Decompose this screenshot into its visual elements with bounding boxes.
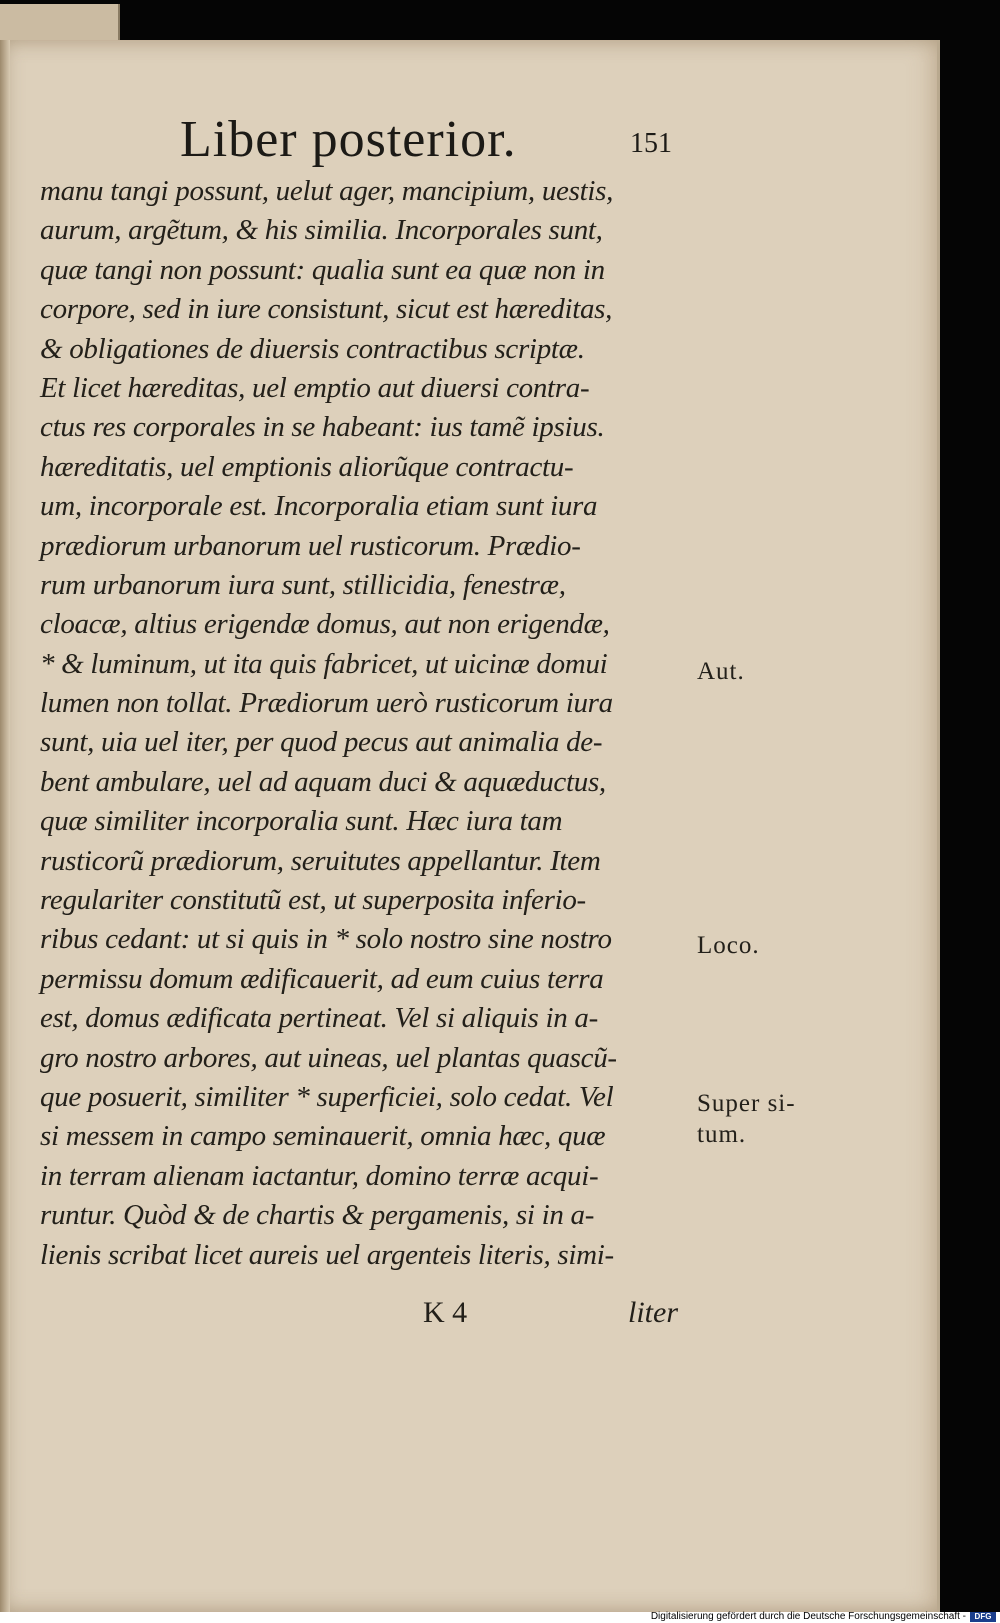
text-line: Et licet hæreditas, uel emptio aut diuersi contra- (40, 371, 590, 404)
text-line: lienis scribat licet aureis uel argenteis literis, simi- (40, 1238, 614, 1271)
page-spine-shadow (0, 40, 10, 1612)
text-line: quæ tangi non possunt: qualia sunt ea quæ non in (40, 253, 605, 286)
text-line: si messem in campo seminauerit, omnia hæc, quæ (40, 1120, 606, 1153)
text-line: lumen non tollat. Prædiorum uerò rusticorum iura (40, 687, 613, 720)
text-line: ctus res corporales in se habeant: ius tamẽ ipsius. (40, 411, 605, 444)
running-head: Liber posterior. (180, 111, 517, 168)
margin-note-aut: Aut. (697, 658, 745, 685)
catchword: liter (628, 1296, 678, 1329)
text-line: rum urbanorum iura sunt, stillicidia, fenestræ, (40, 568, 566, 601)
margin-note-loco: Loco. (697, 932, 760, 959)
text-line: & obligationes de diuersis contractibus scriptæ. (40, 332, 585, 365)
body-text (40, 172, 690, 1275)
page-number: 151 (630, 128, 672, 159)
margin-note-line: tum. (697, 1121, 747, 1148)
funding-credit: Digitalisierung gefördert durch die Deutsche Forschungsgemeinschaft - (650, 1611, 966, 1622)
signature-mark: K 4 (423, 1296, 468, 1329)
text-line: manu tangi possunt, uelut ager, mancipium, uestis, (40, 175, 614, 207)
text-line: corpore, sed in iure consistunt, sicut est hæreditas, (40, 293, 613, 326)
text-line: aurum, argẽtum, & his similia. Incorporales sunt, (40, 214, 603, 247)
text-line: est, domus ædificata pertineat. Vel si aliquis in a- (40, 1002, 598, 1035)
text-line: gro nostro arbores, aut uineas, uel plantas quascũ- (40, 1041, 617, 1074)
text-line: um, incorporale est. Incorporalia etiam sunt iura (40, 490, 598, 523)
text-line: sunt, uia uel iter, per quod pecus aut animalia de- (40, 726, 603, 759)
text-line: hæreditatis, uel emptionis aliorũque contractu- (40, 450, 574, 483)
text-line: cloacæ, altius erigendæ domus, aut non erigendæ, (40, 608, 610, 641)
text-line: regulariter constitutũ est, ut superposita inferio- (40, 884, 586, 917)
page-tab (0, 4, 120, 40)
page-header (180, 110, 700, 174)
dfg-logo: DFG (970, 1612, 996, 1622)
text-line: in terram alienam iactantur, domino terræ acqui- (40, 1159, 599, 1192)
text-line: * & luminum, ut ita quis fabricet, ut uicinæ domui (40, 647, 608, 680)
margin-note-super-situm (697, 1088, 796, 1150)
text-line: ribus cedant: ut si quis in * solo nostro sine nostro (40, 923, 612, 956)
margin-note-line: Super si- (697, 1090, 796, 1117)
text-line: quæ similiter incorporalia sunt. Hæc iura tam (40, 805, 563, 838)
text-line: prædiorum urbanorum uel rusticorum. Prædio- (40, 529, 581, 562)
text-line: permissu domum ædificauerit, ad eum cuius terra (40, 962, 604, 995)
text-line: bent ambulare, uel ad aquam duci & aquæductus, (40, 765, 606, 798)
text-line: runtur. Quòd & de chartis & pergamenis, si in a- (40, 1199, 595, 1232)
text-line: que posuerit, similiter * superficiei, solo cedat. Vel (40, 1080, 614, 1113)
text-line: rusticorũ prædiorum, seruitutes appellantur. Item (40, 844, 601, 877)
